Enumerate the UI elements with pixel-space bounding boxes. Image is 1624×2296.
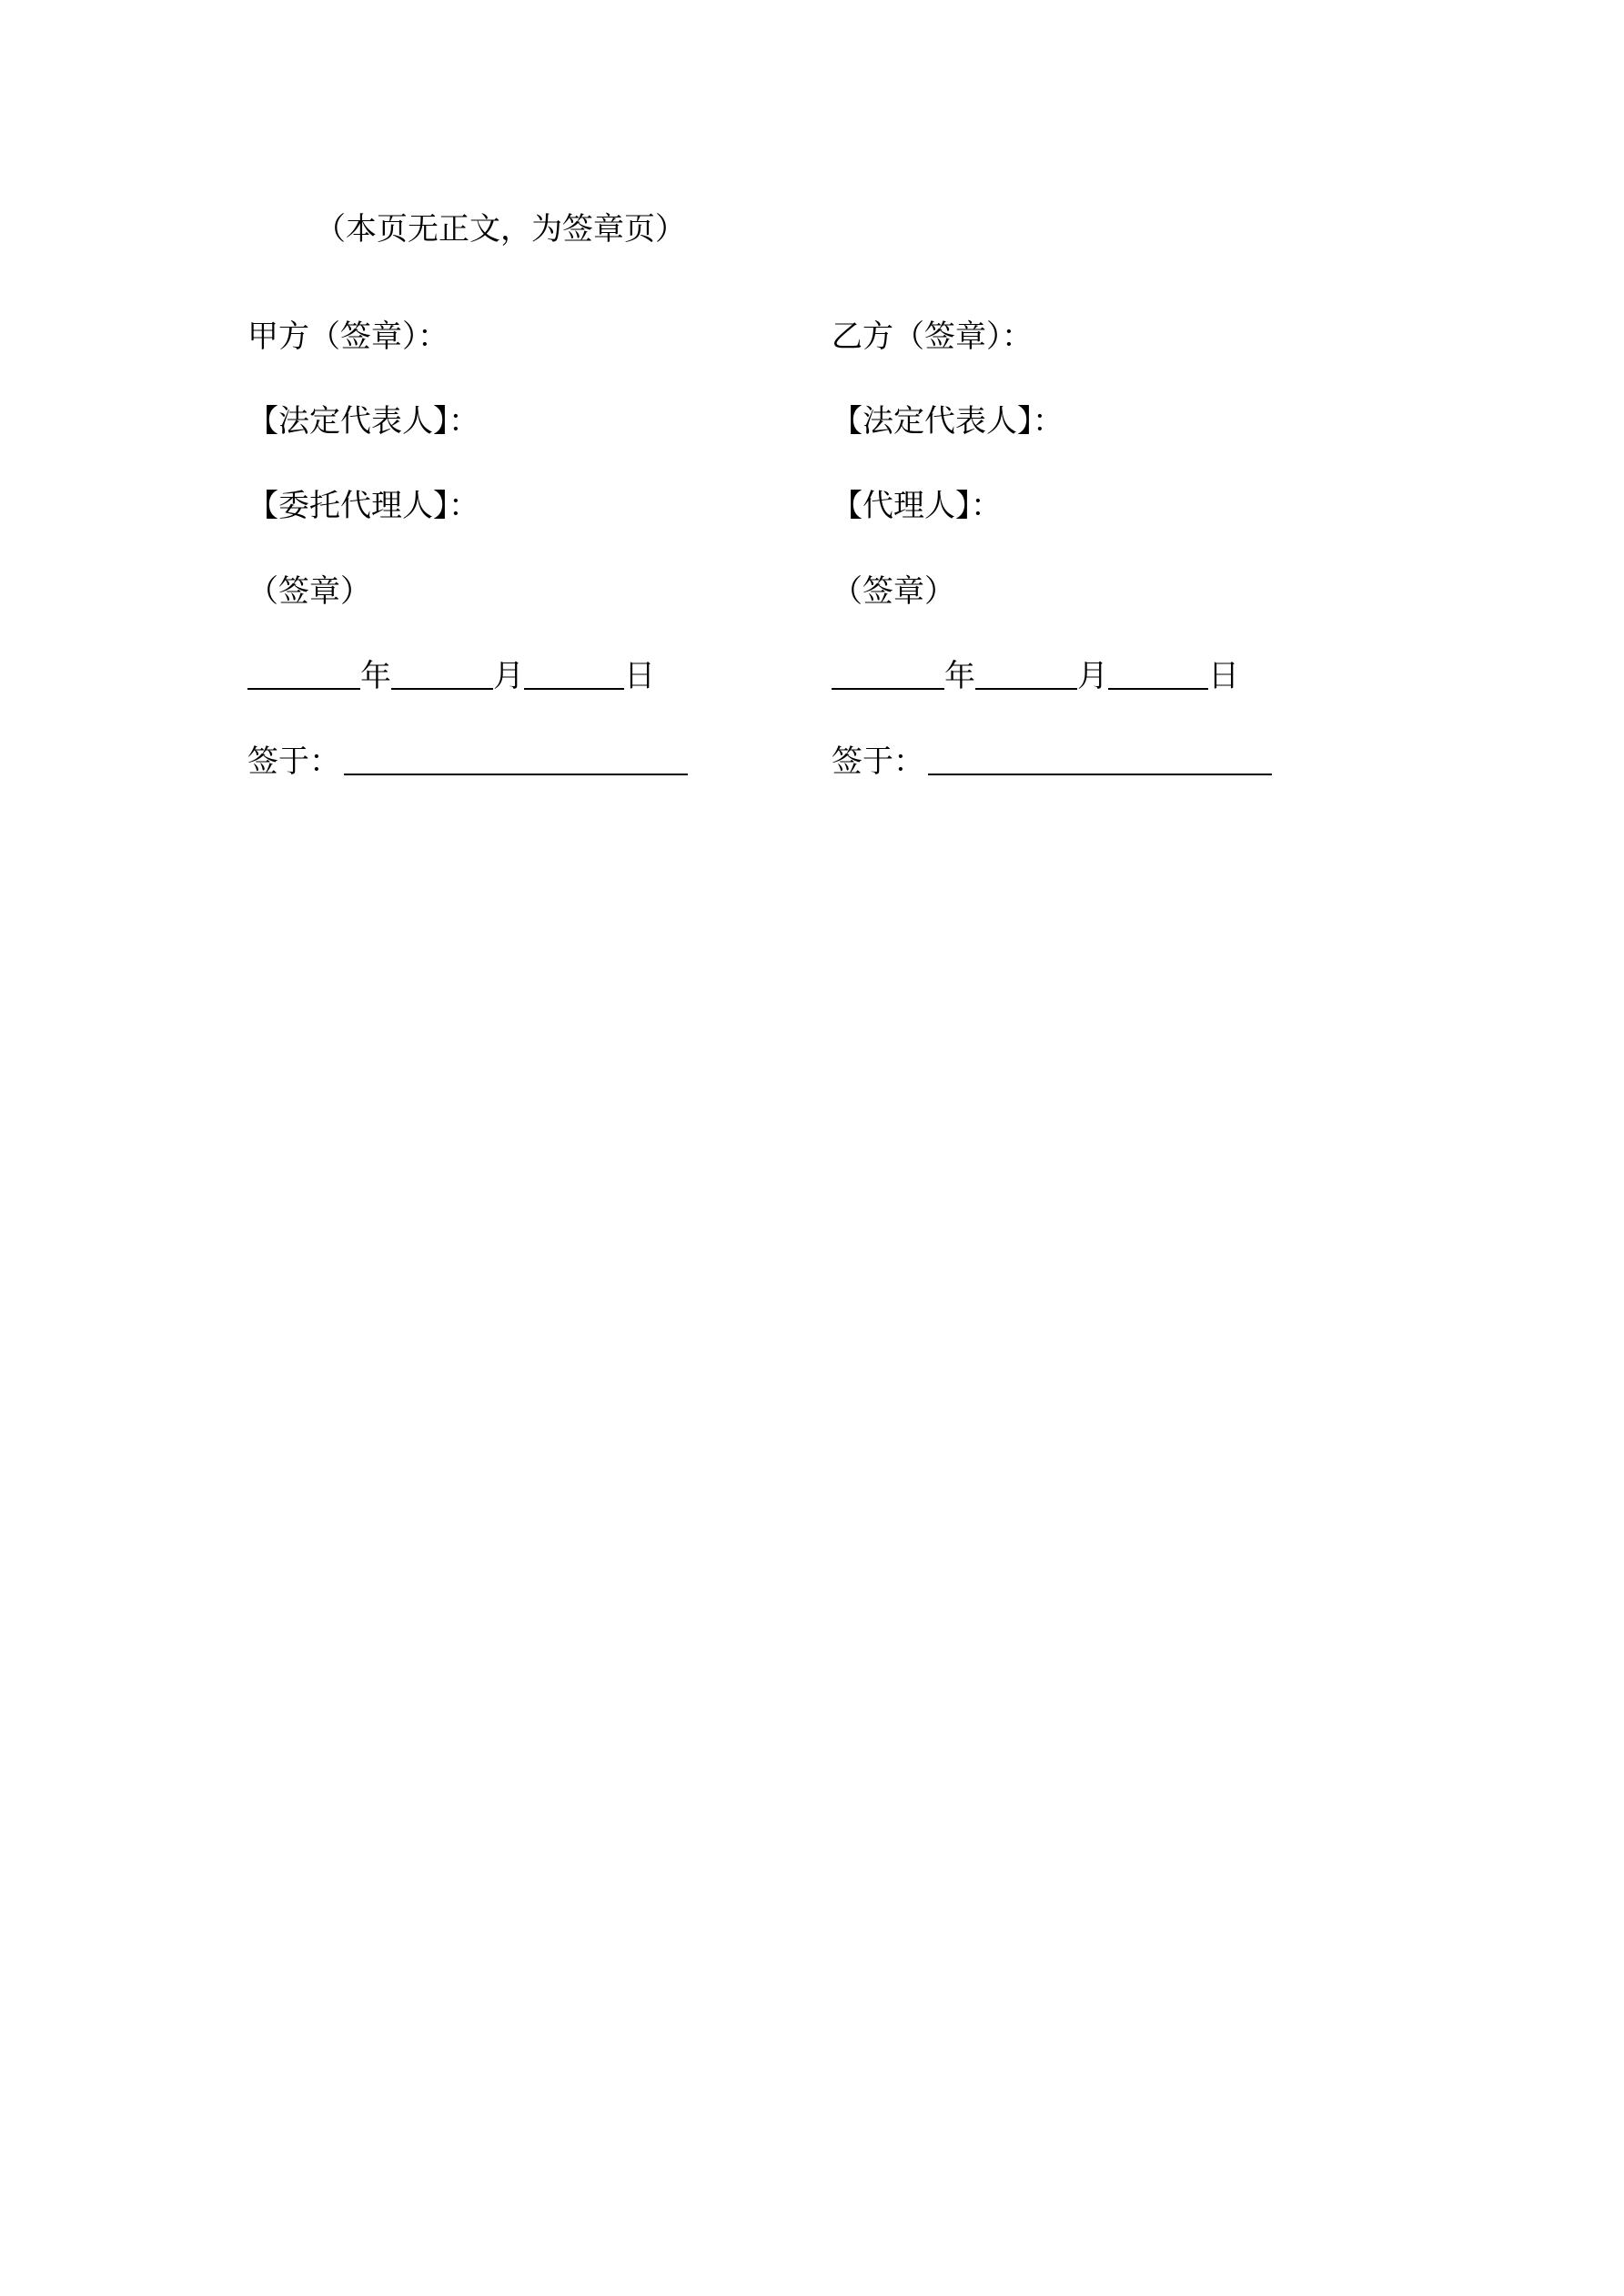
party-a-title: 甲方（签章）： [247, 319, 449, 355]
party-a-seal-label: （签章） [247, 573, 371, 610]
party-b-title: 乙方（签章）： [832, 319, 1033, 355]
party-a-month-blank[interactable] [391, 653, 493, 690]
party-a-month-label: 月 [493, 658, 524, 694]
party-b-year-label: 年 [944, 658, 975, 694]
party-a-year-blank[interactable] [247, 653, 360, 690]
party-b-date-line [832, 653, 1239, 698]
party-b-signed-at-blank[interactable] [928, 739, 1272, 775]
party-a-year-label: 年 [360, 658, 391, 694]
party-b-month-blank[interactable] [975, 653, 1077, 690]
party-b-legal-rep-label: 【法定代表人】： [832, 403, 1064, 440]
party-b-day-blank[interactable] [1108, 653, 1208, 690]
party-b-month-label: 月 [1077, 658, 1108, 694]
party-a-date-line [247, 653, 655, 698]
page-note: （本页无正文，为签章页） [315, 211, 686, 248]
party-b-agent-label: 【代理人】： [832, 488, 1002, 524]
party-a-signed-at-label: 签于： [247, 743, 340, 780]
party-a-agent-label: 【委托代理人】： [247, 488, 479, 524]
party-a-signed-at-line [247, 739, 688, 784]
party-a-signed-at-blank[interactable] [344, 739, 688, 775]
party-a-day-label: 日 [624, 658, 655, 694]
party-a-day-blank[interactable] [524, 653, 624, 690]
party-b-seal-label: （签章） [832, 573, 955, 610]
party-b-year-blank[interactable] [832, 653, 944, 690]
party-a-legal-rep-label: 【法定代表人】： [247, 403, 479, 440]
party-b-signed-at-line [832, 739, 1272, 784]
party-b-signed-at-label: 签于： [832, 743, 924, 780]
party-b-day-label: 日 [1208, 658, 1239, 694]
